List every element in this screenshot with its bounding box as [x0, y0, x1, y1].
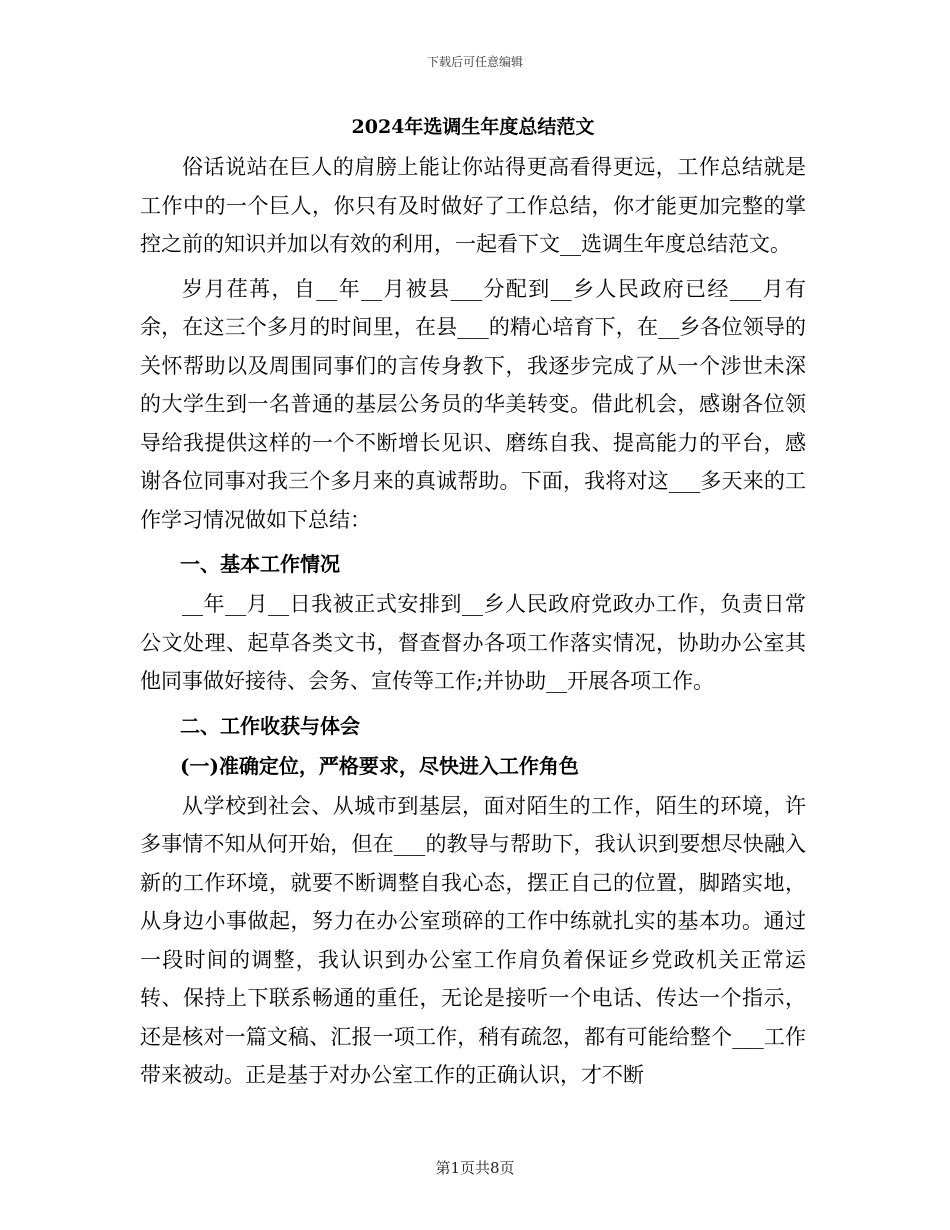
body-paragraph: __年__月__日我被正式安排到__乡人民政府党政办工作，负责日常公文处理、起草各类文书，督查督办各项工作落实情况，协助办公室其他同事做好接待、会务、宣传等工作;并协助__开展各项工作。	[140, 592, 806, 693]
subsection-heading-positioning: (一)准确定位，严格要求，尽快进入工作角色	[180, 753, 579, 778]
document-title: 2024年选调生年度总结范文	[351, 116, 595, 138]
section-heading-gains: 二、工作收获与体会	[180, 713, 360, 738]
page-number: 第1页共8页	[435, 1159, 515, 1177]
intro-paragraph: 俗话说站在巨人的肩膀上能让你站得更高看得更远，工作总结就是工作中的一个巨人，你只有及时做好了工作总结，你才能更加完整的掌控之前的知识并加以有效的利用，一起看下文__选调生年度总结范文。	[140, 155, 806, 256]
document-body	[140, 112, 806, 1101]
body-paragraph: 从学校到社会、从城市到基层，面对陌生的工作，陌生的环境，许多事情不知从何开始，但在___的教导与帮助下，我认识到要想尽快融入新的工作环境，就要不断调整自我心态，摆正自己的位置，脚踏实地，从身边小事做起，努力在办公室琐碎的工作中练就扎实的基本功。通过一段时间的调整，我认识到办公室工作肩负着保证乡党政机关正常运转、保持上下联系畅通的重任，无论是接听一个电话、传达一个指示，还是核对一篇文稿、汇报一项工作，稍有疏忽，都有可能给整个___工作带来被动。正是基于对办公室工作的正确认识，才不断	[140, 793, 806, 1087]
body-paragraph: 岁月荏苒，自__年__月被县___分配到__乡人民政府已经___月有余，在这三个多月的时间里，在县___的精心培育下，在__乡各位领导的关怀帮助以及周围同事们的言传身教下，我逐步完成了从一个涉世未深的大学生到一名普通的基层公务员的华美转变。借此机会，感谢各位领导给我提供这样的一个不断增长见识、磨练自我、提高能力的平台，感谢各位同事对我三个多月来的真诚帮助。下面，我将对这___多天来的工作学习情况做如下总结：	[140, 276, 806, 532]
section-heading-basic-work: 一、基本工作情况	[180, 552, 340, 576]
header-note: 下载后可任意编辑	[426, 55, 523, 69]
